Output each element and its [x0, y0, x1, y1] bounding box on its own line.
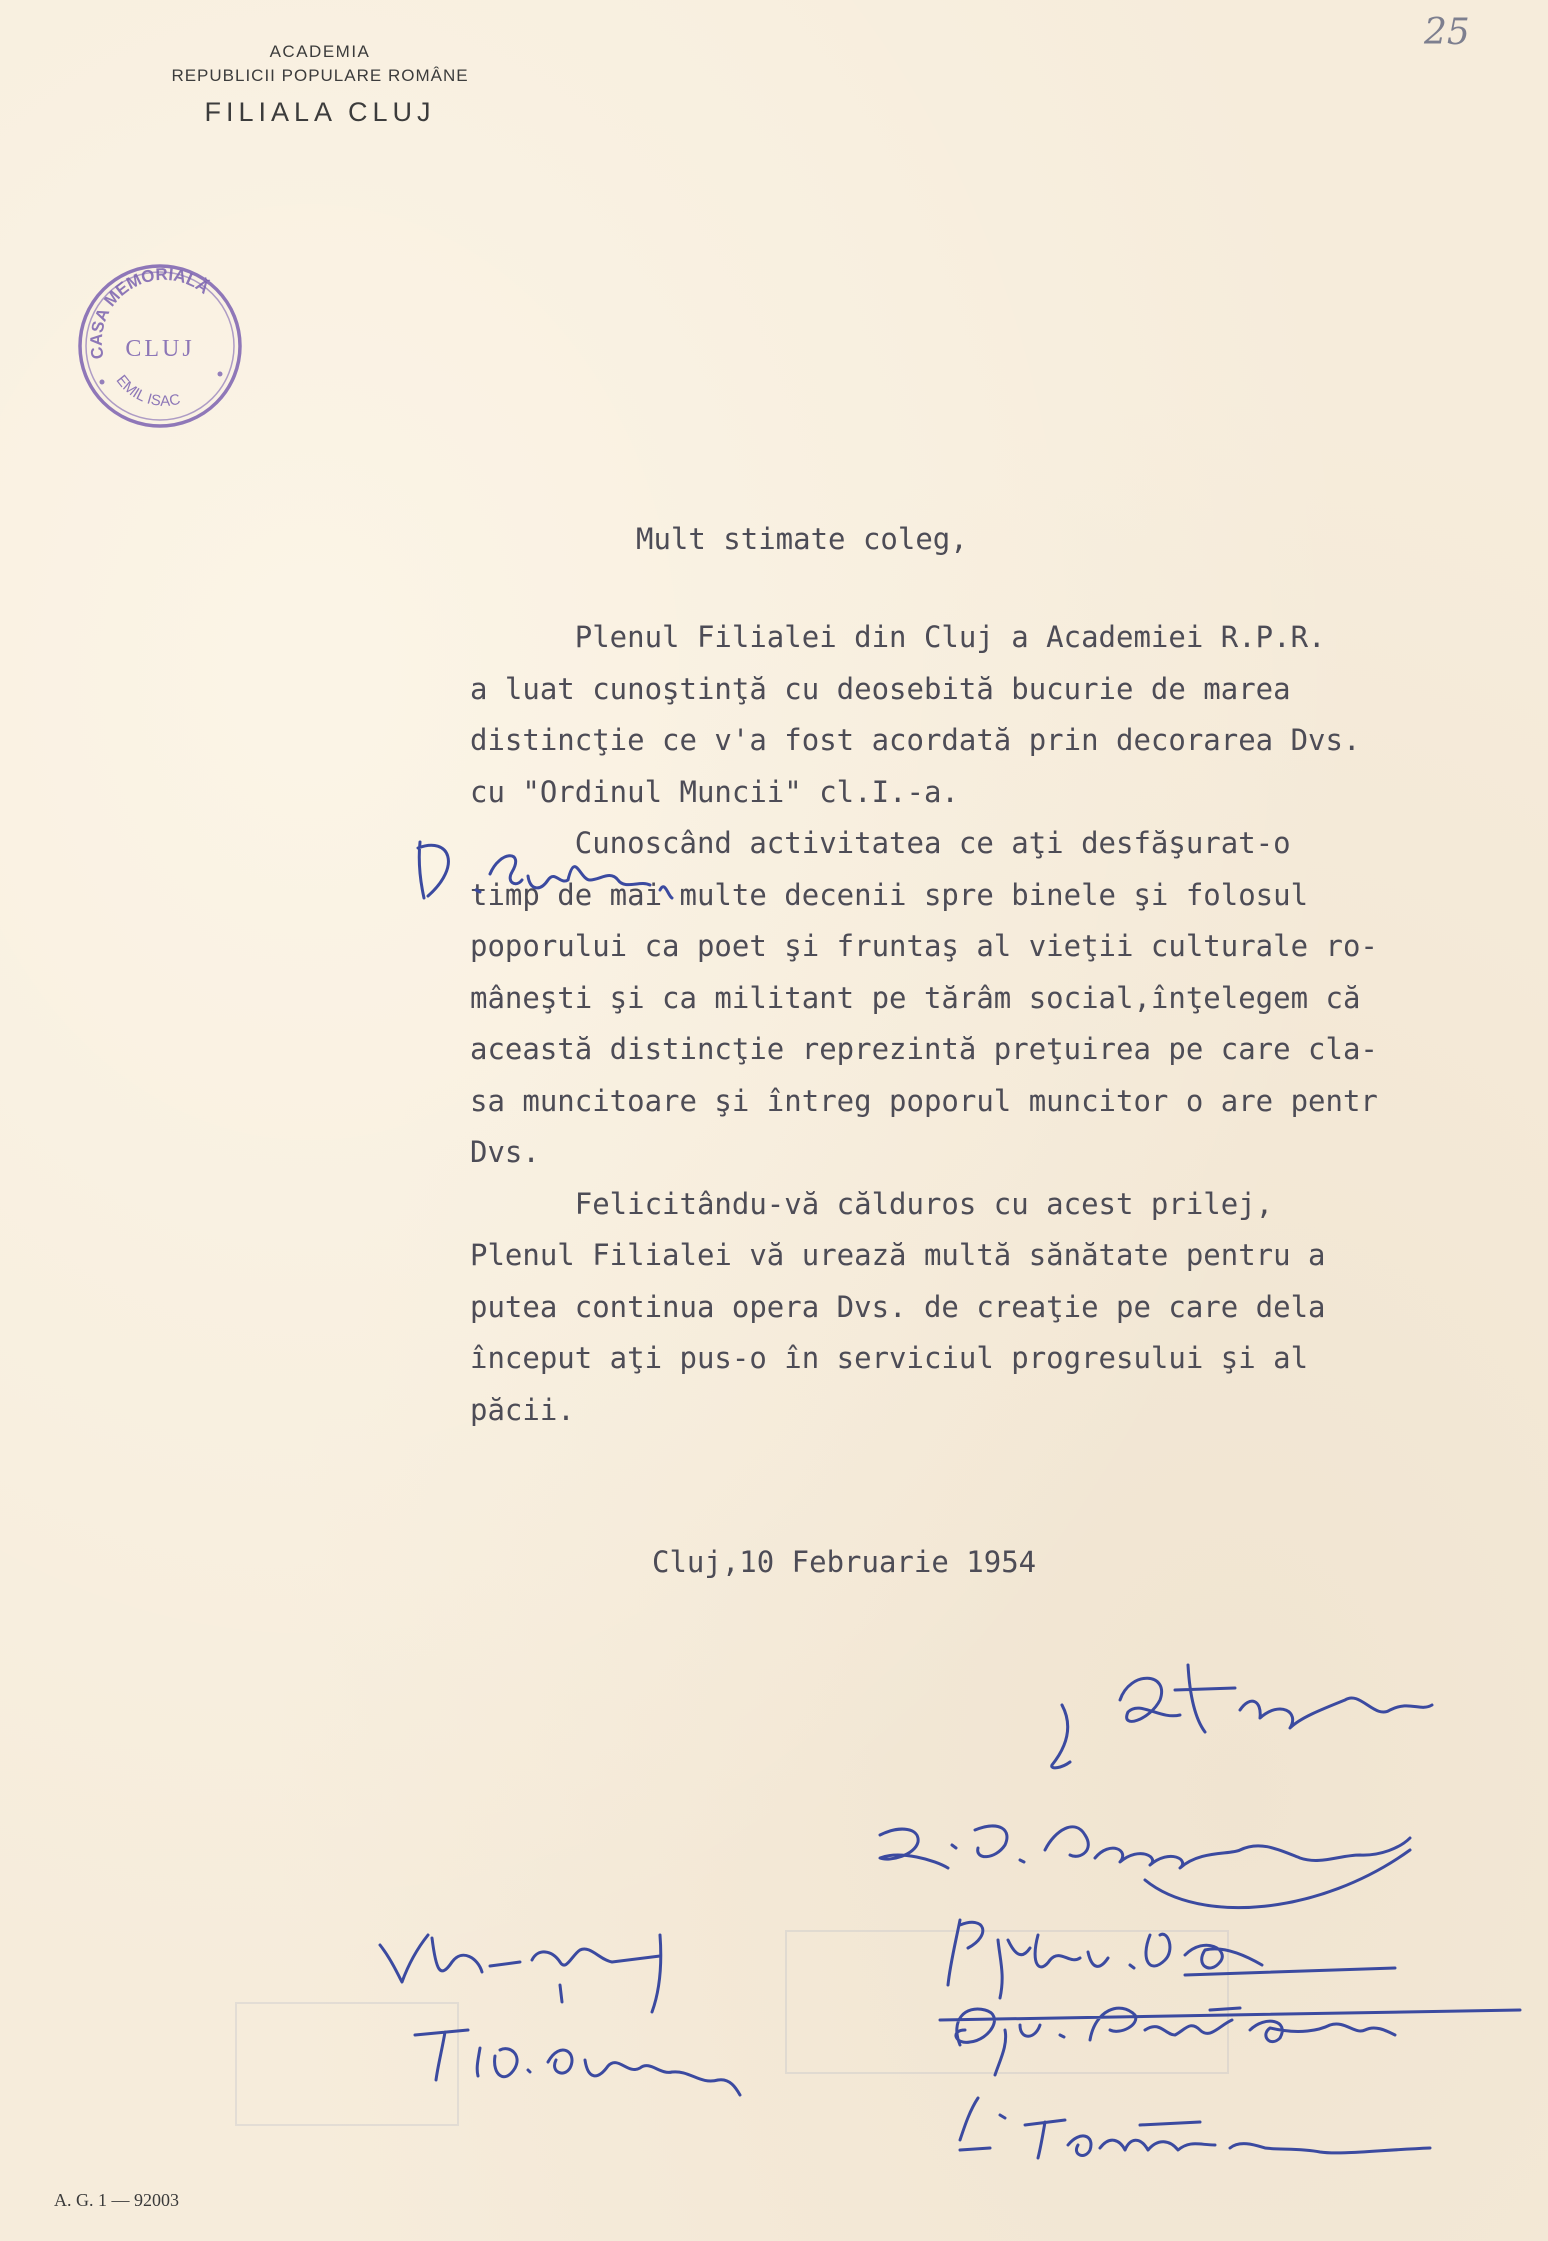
- letter-line: poporului ca poet şi fruntaş al vieţii culturale ro-: [470, 929, 1378, 963]
- memorial-house-stamp: [76, 262, 244, 430]
- letter-line: cu "Ordinul Muncii" cl.I.-a.: [470, 774, 959, 809]
- letter-line: Plenul Filialei din Cluj a Academiei R.P.R.: [470, 620, 1326, 654]
- stamp-bottom-text: EMIL ISAC: [112, 371, 182, 410]
- letterhead: [150, 40, 490, 132]
- right-signature-2: [880, 1826, 1410, 1908]
- left-signature-2: [380, 1935, 661, 2012]
- letter-line: timp de mai multe decenii spre binele şi folosul: [470, 877, 1309, 912]
- stamp-top-text: CASA MEMORIALĂ: [86, 264, 213, 361]
- letter-line: această distincţie reprezintă preţuirea pe care cla-: [470, 1032, 1378, 1066]
- right-signature-5: [960, 2098, 1430, 2158]
- letter-date: Cluj,10 Februarie 1954: [652, 1545, 1037, 1579]
- letter-greeting: Mult stimate coleg,: [636, 522, 968, 556]
- letterhead-line-2: REPUBLICII POPULARE ROMÂNE: [171, 66, 469, 85]
- letter-line: a luat cunoştinţă cu deosebită bucurie de marea: [470, 671, 1291, 706]
- page-number: 25: [1424, 12, 1470, 53]
- letterhead-line-1: ACADEMIA: [269, 42, 371, 61]
- letter-body: [470, 612, 1548, 1436]
- letter-line: păcii.: [470, 1392, 575, 1427]
- faint-registry-stamp: [785, 1930, 1229, 2074]
- letter-line: sa muncitoare şi întreg poporul muncitor o are pentr: [470, 1083, 1378, 1118]
- right-signature-1: [1052, 1665, 1432, 1768]
- letter-line: distincţie ce v'a fost acordată prin decorarea Dvs.: [470, 723, 1361, 757]
- stamp-center-text: CLUJ: [125, 336, 195, 362]
- letter-line: putea continua opera Dvs. de creaţie pe care dela: [470, 1289, 1326, 1324]
- print-code: A. G. 1 — 92003: [54, 2190, 179, 2210]
- left-signature-3: [415, 2030, 740, 2095]
- letterhead-line-3: FILIALA CLUJ: [204, 97, 436, 127]
- svg-text:EMIL ISAC: [113, 372, 182, 410]
- letter-line: Felicitându-vă călduros cu acest prilej,: [470, 1186, 1274, 1221]
- letter-line: început aţi pus-o în serviciul progresului şi al: [470, 1341, 1309, 1375]
- letter-line: Cunoscând activitatea ce aţi desfăşurat-o: [470, 826, 1291, 860]
- letter-line: Plenul Filialei vă urează multă sănătate pentru a: [470, 1238, 1326, 1272]
- letter-line: Dvs.: [470, 1135, 540, 1169]
- faint-registry-stamp: [235, 2002, 459, 2126]
- letter-line: mâneşti şi ca militant pe tărâm social,înţelegem că: [470, 980, 1361, 1015]
